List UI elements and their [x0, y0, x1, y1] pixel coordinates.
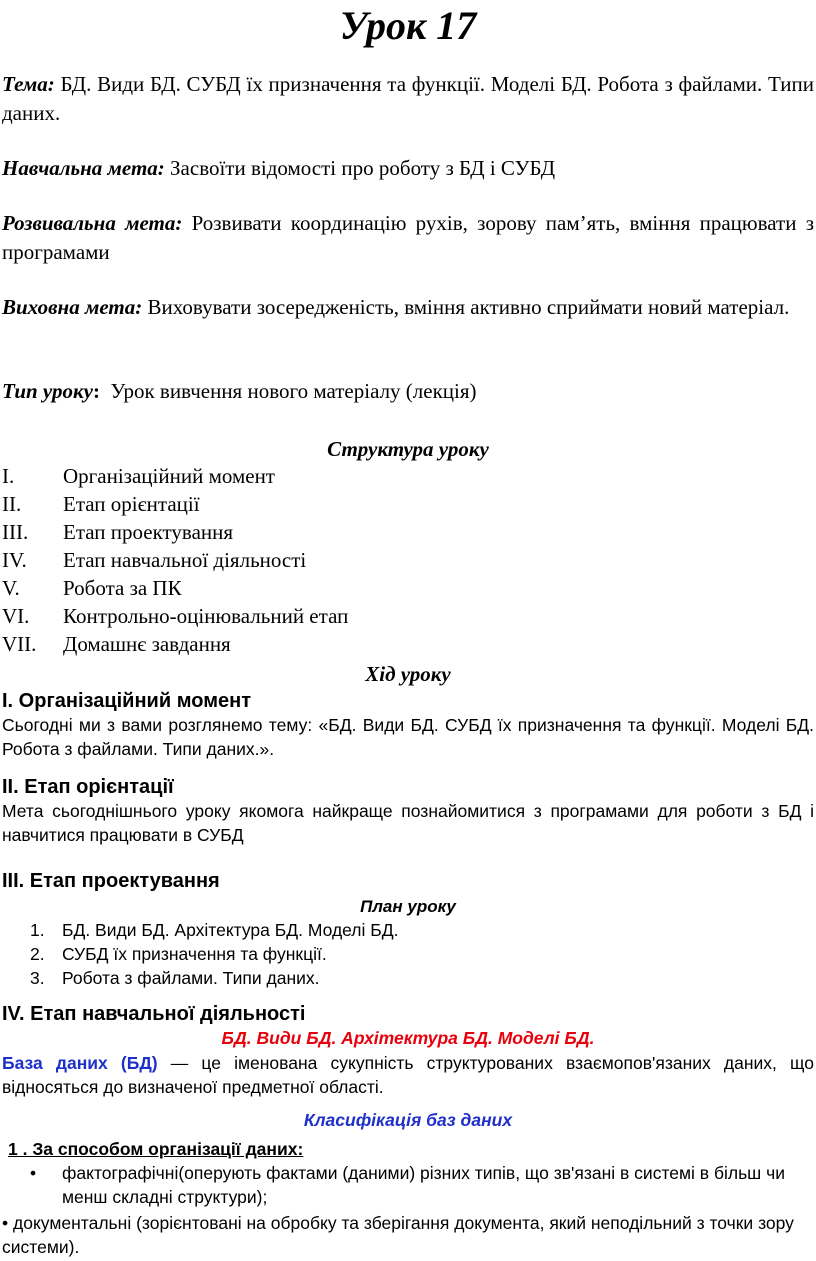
bullet-icon: • [30, 1163, 37, 1183]
classification-title: Класифікація баз даних [303, 1110, 513, 1130]
structure-item-text: Етап орієнтації [63, 492, 200, 516]
topic-text: БД. Види БД. СУБД їх призначення та функції. Моделі БД. Робота з файлами. Типи даних. [2, 72, 815, 125]
structure-item-number: I. [2, 464, 15, 488]
plan-item-text: БД. Види БД. Архітектура БД. Моделі БД. [62, 920, 399, 940]
section-text-orientation: Мета сьогоднішнього уроку якомога найкраще познайомитися з програмами для роботи з БД і навчитися працювати в СУБД [2, 801, 814, 845]
structure-item-text: Робота за ПК [63, 576, 182, 600]
section-heading-learning: IV. Етап навчальної діяльності [2, 1003, 306, 1025]
db-definition [2, 1051, 814, 1099]
structure-item-text: Домашнє завдання [63, 632, 231, 656]
section-heading-org: I. Організаційний момент [2, 690, 251, 712]
db-term: База даних (БД) [2, 1053, 158, 1073]
edu-goal-label: Навчальна мета: [2, 156, 165, 180]
lesson-type-label: Тип уроку [2, 379, 93, 403]
edu-goal-paragraph [2, 154, 814, 183]
structure-item-text: Етап проектування [63, 520, 234, 544]
plan-item-number: 1. [30, 920, 45, 940]
dev-goal-text: Розвивати координацію рухів, зорову пам’ять, вміння працювати з програмами [2, 211, 814, 264]
lesson-type-text: Урок вивчення нового матеріалу (лекція) [110, 379, 477, 403]
plan-title: План уроку [360, 897, 456, 916]
structure-item-number: II. [2, 492, 22, 516]
bullet-text: фактографічні(оперують фактами (даними) різних типів, що зв'язані в системі в більш чи менш складні структури); [62, 1163, 785, 1207]
plan-item-text: СУБД їх призначення та функції. [62, 944, 327, 964]
section-text-org: Сьогодні ми з вами розглянемо тему: «БД. Види БД. СУБД їх призначення та функції. Моделі БД. Робота з файлами. Типи даних.». [2, 715, 814, 759]
plan-item-text: Робота з файлами. Типи даних. [62, 968, 320, 988]
section-heading-orientation: II. Етап орієнтації [2, 776, 174, 798]
plan-item-number: 3. [30, 968, 45, 988]
upbringing-goal-text: Виховувати зосередженість, вміння активно сприймати новий матеріал. [147, 295, 790, 319]
lesson-type-colon: : [92, 379, 100, 403]
structure-item-text: Етап навчальної діяльності [63, 548, 307, 572]
structure-item-number: VII. [2, 632, 37, 656]
upbringing-goal-paragraph [2, 293, 814, 322]
topic-paragraph [2, 70, 814, 128]
structure-item-number: IV. [2, 548, 27, 572]
organization-heading: 1 . За способом організації даних: [8, 1139, 304, 1159]
topic-label: Тема: [2, 72, 55, 96]
upbringing-goal-label: Виховна мета: [2, 295, 143, 319]
bullet-text: документальні (зорієнтовані на обробку та зберігання документа, який неподільний з точки зору системи). [2, 1213, 794, 1257]
lesson-type-paragraph [2, 377, 814, 406]
edu-goal-text: Засвоїти відомості про роботу з БД і СУБД [170, 156, 556, 180]
structure-title: Структура уроку [327, 437, 489, 461]
course-title: Хід уроку [365, 662, 451, 686]
bullet-item-documentary [2, 1211, 814, 1259]
structure-item-number: III. [2, 520, 29, 544]
db-definition-text: — це іменована сукупність структурованих взаємопов'язаних даних, що відносяться до визначеної предметної області. [2, 1053, 814, 1097]
dev-goal-paragraph [2, 209, 814, 267]
structure-item-number: VI. [2, 604, 30, 628]
section-heading-design: III. Етап проектування [2, 870, 220, 892]
plan-item-number: 2. [30, 944, 45, 964]
bullet-icon: • [2, 1213, 9, 1233]
structure-item-text: Організаційний момент [63, 464, 275, 488]
learning-subtitle: БД. Види БД. Архітектура БД. Моделі БД. [221, 1028, 595, 1048]
dev-goal-label: Розвивальна мета: [2, 211, 183, 235]
page-title: Урок 17 [339, 3, 477, 48]
structure-item-text: Контрольно-оцінювальний етап [63, 604, 349, 628]
structure-item-number: V. [2, 576, 20, 600]
